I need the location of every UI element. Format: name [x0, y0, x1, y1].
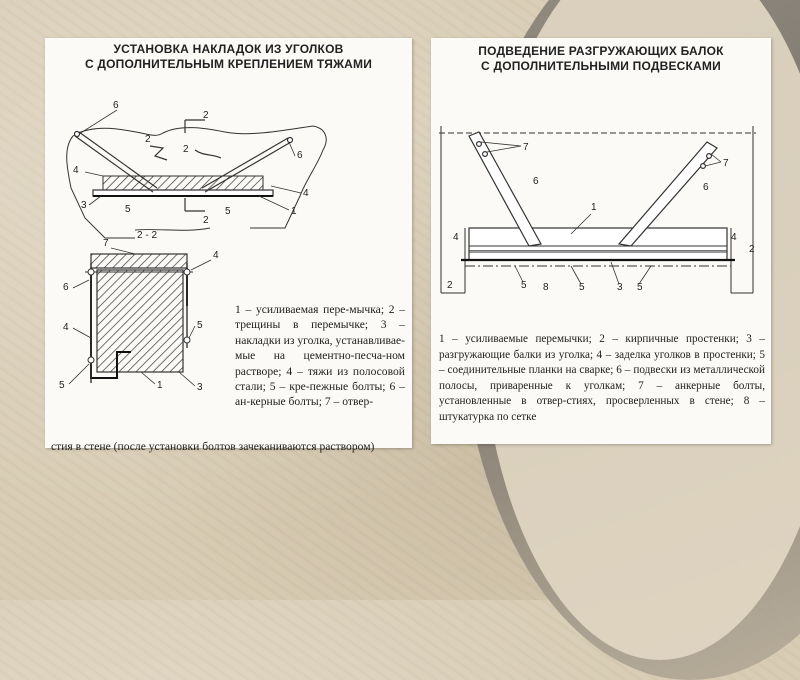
cut-label-bottom: 2	[203, 215, 209, 226]
callout-4-section-left: 4	[63, 322, 69, 333]
callout-4-left: 4	[453, 232, 459, 243]
callout-5-a: 5	[521, 280, 527, 291]
callout-2-left: 2	[145, 134, 151, 145]
left-title-line1: УСТАНОВКА НАКЛАДОК ИЗ УГОЛКОВ	[113, 42, 344, 56]
lintel-bricks	[93, 176, 273, 196]
callout-7-right: 7	[723, 158, 729, 169]
right-legend: 1 – усиливаемые перемычки; 2 – кирпичные простенки; 3 – разгружающие балки из уголка; 4 – заделка уголков в простенки; 5 – соединительные планки на сварке; 6 – подвески из металлической полосы, приваренные к уголкам; 7 – анкерные болты, установленные в отвер-стиях, просверленных в стене; 8 – штукатурка по сетке	[439, 333, 765, 423]
callout-5-section: 5	[197, 320, 203, 331]
right-title-line1: ПОДВЕДЕНИЕ РАЗГРУЖАЮЩИХ БАЛОК	[478, 44, 724, 58]
callout-4-right: 4	[303, 188, 309, 199]
left-figure-panel	[45, 38, 412, 453]
callout-1-section: 1	[157, 380, 163, 391]
lintel-beam	[461, 228, 735, 266]
left-title-line2: С ДОПОЛНИТЕЛЬНЫМ КРЕПЛЕНИЕМ ТЯЖАМИ	[84, 57, 373, 71]
callout-5-c: 5	[637, 282, 643, 293]
callout-5-b: 5	[579, 282, 585, 293]
callout-3: 3	[617, 282, 623, 293]
callout-6-right: 6	[297, 150, 303, 161]
left-legend-column: 1 – усиливаемая пере-мычка; 2 – трещины в перемычке; 3 – накладки из уголка, устанавливае-мые на цементно-песча-ном растворе; 4 – тяжи из полосовой стали; 5 – кре-пежные болты; 6 – ан-керные болты; 7 – отвер-	[235, 303, 405, 409]
callout-2-right: 2	[749, 244, 755, 255]
cut-label-top: 2	[203, 110, 209, 121]
callout-4-left: 4	[73, 165, 79, 176]
callout-7: 7	[103, 238, 109, 249]
callout-4-right: 4	[731, 232, 737, 243]
callout-2-left: 2	[447, 280, 453, 291]
section-marks	[185, 120, 205, 211]
callout-7-left: 7	[523, 142, 529, 153]
callout-5-section-left: 5	[59, 380, 65, 391]
callout-5-right: 5	[225, 206, 231, 217]
section-2-2	[85, 254, 193, 383]
elevation-callouts	[73, 100, 309, 217]
callout-1: 1	[291, 206, 297, 217]
left-legend-wide: стия в стене (после установки болтов зачеканиваются раствором)	[51, 440, 375, 453]
callout-6-right: 6	[703, 182, 709, 193]
callout-6-left: 6	[533, 176, 539, 187]
callout-2-mid: 2	[183, 144, 189, 155]
callout-1: 1	[591, 202, 597, 213]
callout-6-section: 6	[63, 282, 69, 293]
callout-8: 8	[543, 282, 549, 293]
callout-5-left: 5	[125, 204, 131, 215]
right-title-line2: С ДОПОЛНИТЕЛЬНЫМИ ПОДВЕСКАМИ	[481, 59, 721, 73]
callout-4-section: 4	[213, 250, 219, 261]
callout-3-section: 3	[197, 382, 203, 393]
right-figure-panel	[431, 38, 771, 444]
right-drawing	[431, 38, 771, 328]
callout-3: 3	[81, 200, 87, 211]
section-title: 2 - 2	[137, 230, 158, 241]
callout-6-left: 6	[113, 100, 119, 111]
